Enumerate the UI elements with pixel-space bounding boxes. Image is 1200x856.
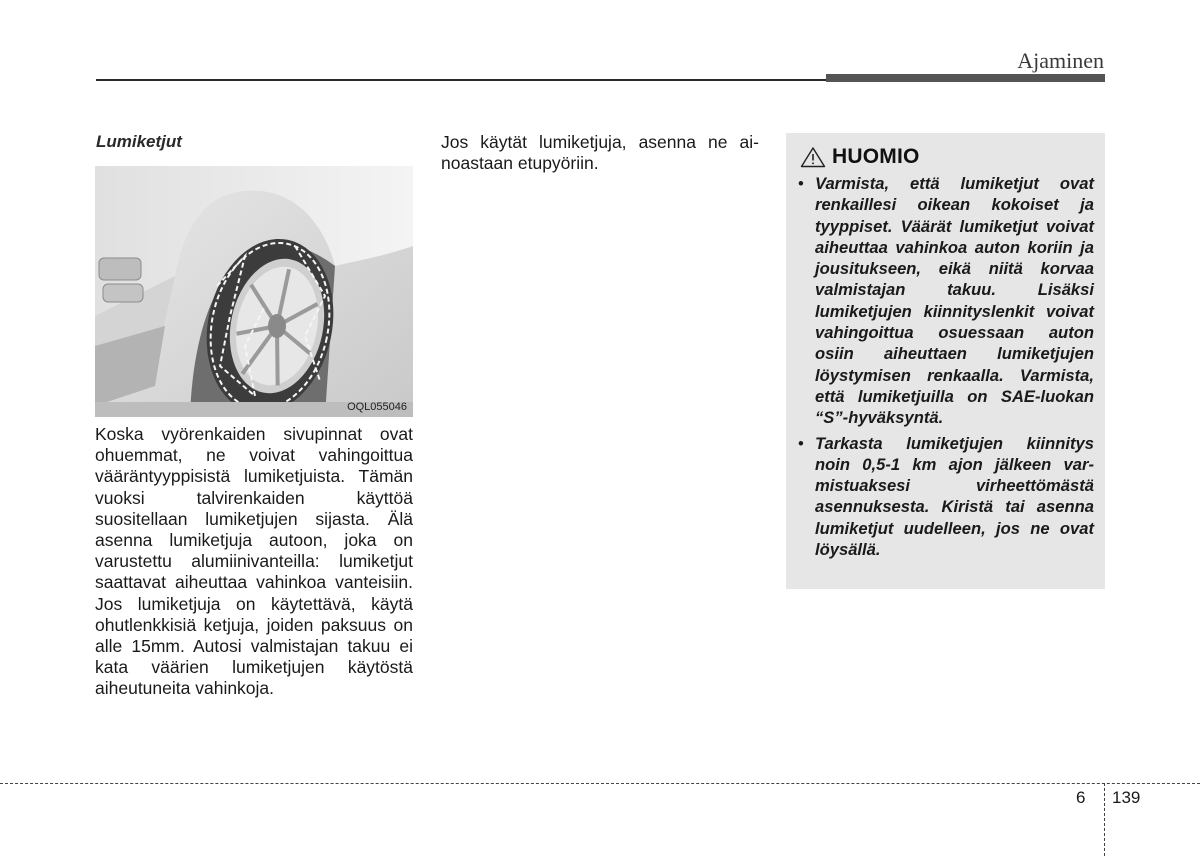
page-number: 139 (1112, 788, 1141, 807)
bullet-icon: • (798, 174, 804, 193)
caution-list (798, 173, 1094, 564)
chapter-number: 6 (1076, 788, 1086, 807)
caution-item (798, 433, 1094, 561)
caution-item (798, 173, 1094, 429)
body-paragraph-left: Koska vyörenkaiden sivupinnat ovat ohuemmat, ne voivat vahingoittua vääräntyyppisistä lumiketjuista. Tämän vuoksi talvirenkaiden käyttöä suositellaan lumiketjujen sijasta. Älä asenna lumiketjuja autoon, joka on varustettu alumiinivanteilla: lumiketjut saattavat aiheuttaa vahinkoa vanteisiin. Jos lumiketjuja on käytettävä, käytä ohutlenkkisiä ketjuja, joiden paksuus on alle 15mm. Autosi valmistajan takuu ei kata väärien lumiketjujen käytöstä aiheutuneita vahinkoja. (95, 424, 413, 699)
warning-triangle-icon (800, 146, 826, 168)
footer-vertical-divider (1104, 783, 1105, 856)
caution-item-text: Tarkasta lumiketjujen kiinnitys noin 0,5-1 km ajon jälkeen varmistuaksesi virheettömästä asennuksesta. Kiristä tai asenna lumiketjut uudelleen, jos ne ovat löysällä. (815, 433, 1094, 560)
snow-chain-illustration (95, 166, 413, 417)
section-heading: Lumiketjut (96, 132, 182, 151)
caution-box (786, 133, 1105, 589)
body-paragraph-middle: Jos käytät lumiketjuja, asenna ne ainoastaan etupyöriin. (441, 132, 759, 174)
bullet-icon: • (798, 433, 804, 453)
caution-label: HUOMIO (832, 145, 920, 168)
header-rule (96, 79, 826, 81)
caution-item-text: Varmista, että lumiketjut ovat renkaillesi oikean kokoiset ja tyyppiset. Väärät lumiketjut voivat aiheuttaa vahinkoa auton koriin ja jousitukseen, eikä niitä korvaa valmistajan takuu. Lisäksi lumiketjujen kiinnityslenkit voivat vahingoittua osuessaan auton osiin aiheuttaen lumiketjujen löystymisen renkaalla. Varmista, että lumiketjuilla on SAE-luokan “S”-hyväksyntä. (815, 174, 1094, 428)
page-header-title: Ajaminen (1017, 48, 1104, 73)
figure-code: OQL055046 (347, 401, 407, 413)
footer-divider (0, 783, 1200, 784)
car-wheel-with-chain-drawing (95, 166, 413, 417)
caution-header (800, 145, 920, 169)
header-rule-accent (826, 74, 1105, 82)
